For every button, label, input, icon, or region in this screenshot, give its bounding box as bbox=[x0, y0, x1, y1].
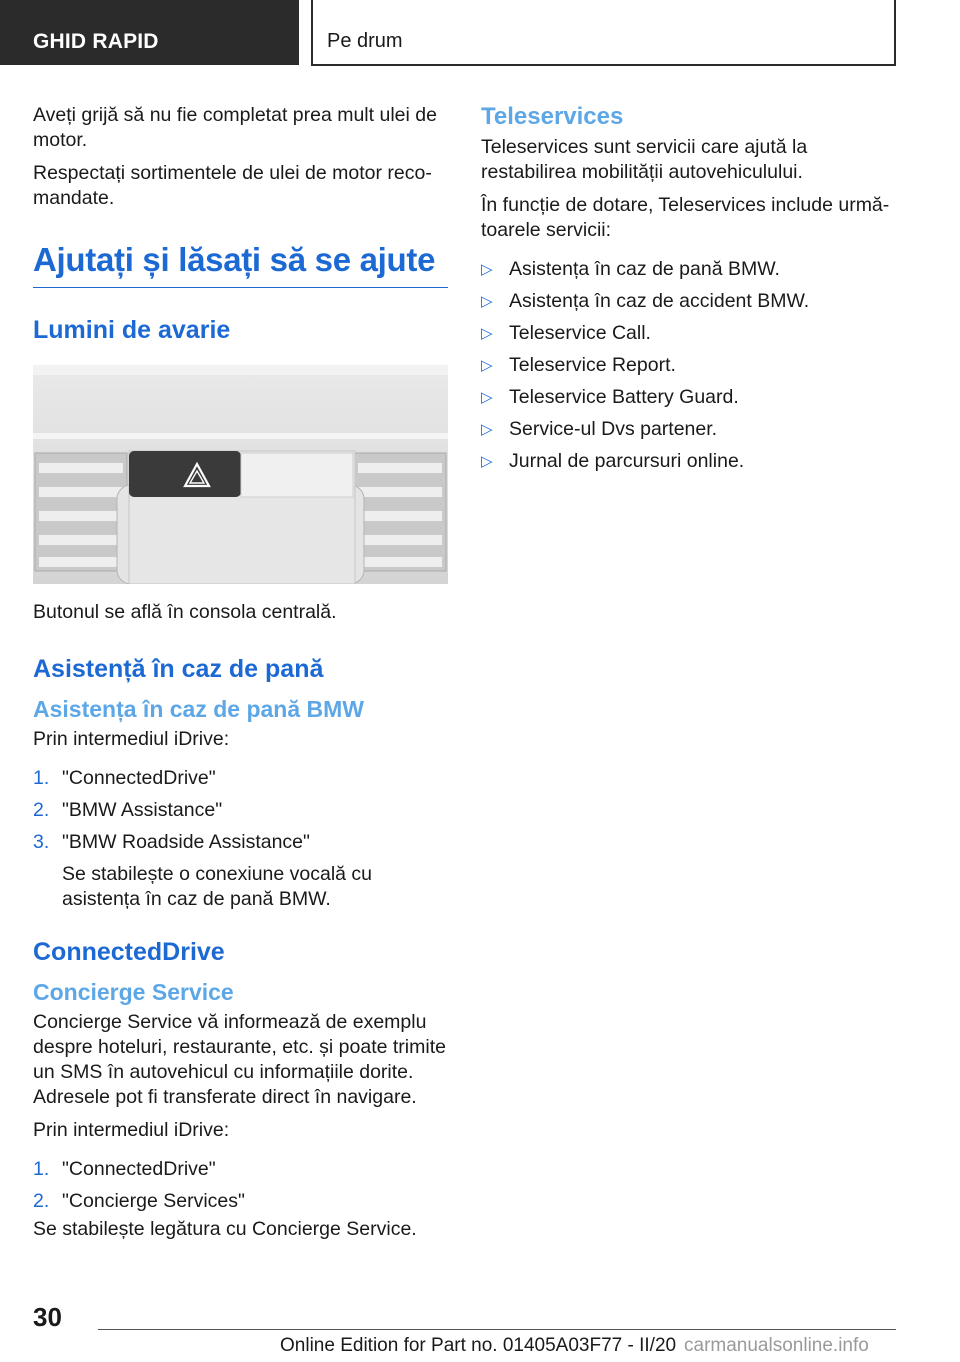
list-item: 3. "BMW Roadside Assistance" Se stabilește o conexiune vocală cu asistența în caz de pană BMW. bbox=[33, 830, 448, 912]
footer-divider bbox=[98, 1329, 896, 1330]
chapter-tab bbox=[311, 0, 896, 66]
triangle-bullet-icon: ▷ bbox=[481, 421, 493, 438]
breakdown-via: Prin intermediul iDrive: bbox=[33, 728, 230, 750]
hazard-button-illustration bbox=[33, 365, 448, 584]
breakdown-bmw-heading: Asistența în caz de pană BMW bbox=[33, 696, 365, 722]
help-heading: Ajutați și lăsați să se ajute bbox=[33, 241, 448, 288]
triangle-bullet-icon: ▷ bbox=[481, 293, 493, 310]
list-item: ▷ Asistența în caz de pană BMW. bbox=[481, 258, 780, 280]
teleservices-intro: În funcție de dotare, Teleservices include următoarele servicii: bbox=[481, 194, 890, 241]
concierge-description: Concierge Service vă informează de exemplu despre hoteluri, restaurante, etc. și poate trimite un SMS în autovehicul cu informațiile dorite. Adresele pot fi transferate direct în navigare. bbox=[33, 1011, 446, 1108]
concierge-heading: Concierge Service bbox=[33, 979, 234, 1005]
connecteddrive-heading: ConnectedDrive bbox=[33, 938, 225, 966]
list-item: ▷ Asistența în caz de accident BMW. bbox=[481, 290, 810, 312]
concierge-steps bbox=[33, 1157, 448, 1214]
breakdown-heading: Asistență în caz de pană bbox=[33, 655, 324, 683]
triangle-bullet-icon: ▷ bbox=[481, 389, 493, 406]
list-item: 1. "ConnectedDrive" bbox=[33, 767, 216, 789]
watermark: carmanualsonline.info bbox=[684, 1335, 869, 1356]
concierge-result: Se stabilește legătura cu Concierge Service. bbox=[33, 1218, 417, 1240]
triangle-bullet-icon: ▷ bbox=[481, 325, 493, 342]
section-tab bbox=[0, 0, 299, 65]
section-title: GHID RAPID bbox=[33, 30, 159, 53]
chapter-title: Pe drum bbox=[327, 30, 403, 52]
intro-paragraph: Respectați sortimentele de ulei de motor recomandate. bbox=[33, 162, 432, 209]
list-item: ▷ Service-ul Dvs partener. bbox=[481, 418, 718, 440]
page-number: 30 bbox=[33, 1302, 62, 1332]
right-column bbox=[481, 103, 901, 481]
intro-paragraph: Aveți grijă să nu fie completat prea mult ulei de motor. bbox=[33, 104, 437, 151]
teleservices-description: Teleservices sunt servicii care ajută la restabilirea mobilității autovehiculului. bbox=[481, 136, 808, 183]
list-item: 2. "BMW Assistance" bbox=[33, 799, 223, 821]
triangle-bullet-icon: ▷ bbox=[481, 357, 493, 374]
breakdown-steps bbox=[33, 766, 448, 912]
list-item: 2. "Concierge Services" bbox=[33, 1190, 245, 1212]
list-item: ▷ Teleservice Battery Guard. bbox=[481, 386, 739, 408]
list-item: ▷ Teleservice Report. bbox=[481, 354, 676, 376]
concierge-via: Prin intermediul iDrive: bbox=[33, 1119, 230, 1141]
breakdown-result: Se stabilește o conexiune vocală cu asistența în caz de pană BMW. bbox=[62, 863, 373, 910]
teleservices-heading: Teleservices bbox=[481, 103, 624, 130]
triangle-bullet-icon: ▷ bbox=[481, 261, 493, 278]
triangle-bullet-icon: ▷ bbox=[481, 453, 493, 470]
list-item: ▷ Jurnal de parcursuri online. bbox=[481, 450, 745, 472]
edition-note: Online Edition for Part no. 01405A03F77 - II/20 bbox=[280, 1335, 677, 1356]
hazard-heading: Lumini de avarie bbox=[33, 316, 231, 344]
hazard-caption: Butonul se află în consola centrală. bbox=[33, 601, 337, 623]
teleservices-list bbox=[481, 257, 901, 474]
list-item: 1. "ConnectedDrive" bbox=[33, 1158, 216, 1180]
list-item: ▷ Teleservice Call. bbox=[481, 322, 651, 344]
left-column bbox=[33, 103, 448, 1250]
